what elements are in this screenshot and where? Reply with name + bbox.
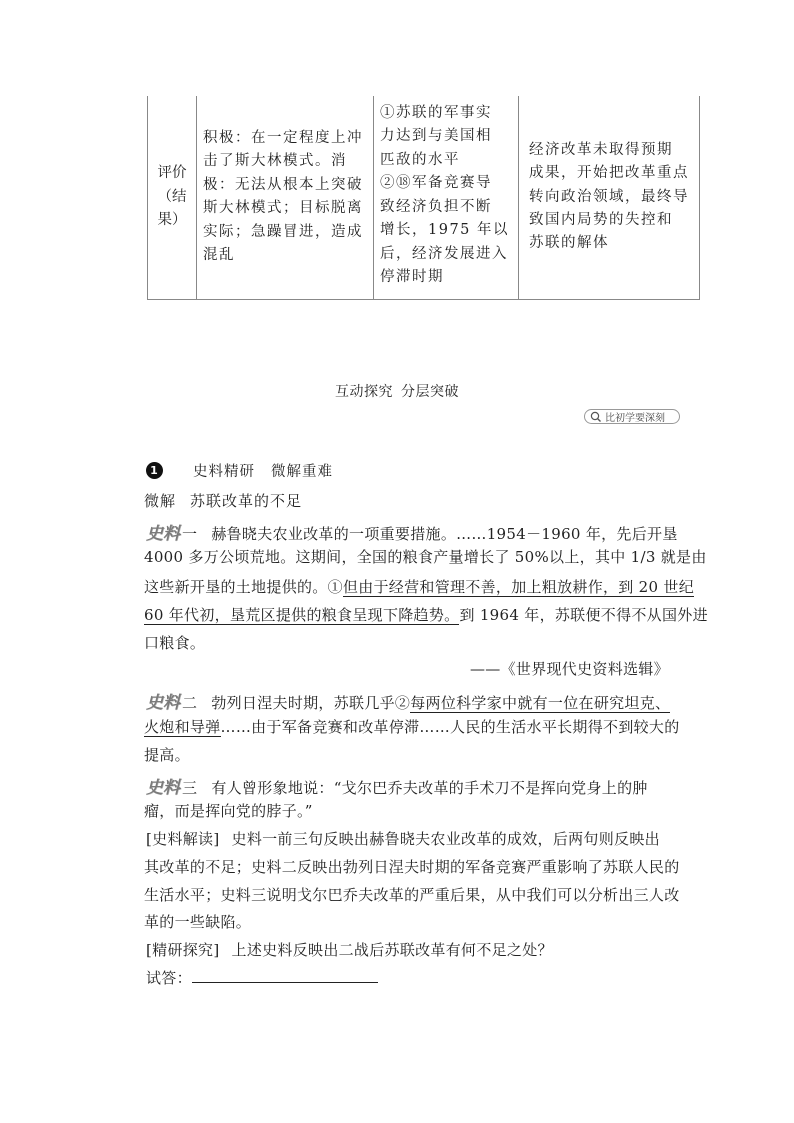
search-text: 比初学要深刻 bbox=[605, 413, 665, 424]
cell-line: ①苏联的军事实 bbox=[380, 105, 492, 121]
source3-index: 三 bbox=[182, 779, 198, 797]
source2-line3: 提高。 bbox=[144, 746, 190, 764]
answer-input[interactable] bbox=[192, 968, 378, 983]
source3-line1 bbox=[146, 773, 648, 798]
section-title-left: 互动探究 bbox=[335, 384, 393, 400]
row-label-line1: 评价 bbox=[157, 165, 187, 182]
subsection-title-b: 微解重难 bbox=[271, 464, 333, 480]
underlined-text: 60 年代初，垦荒区提供的粮食呈现下降趋势。 bbox=[144, 606, 460, 624]
cell-line: 停滞时期 bbox=[380, 269, 444, 286]
source1-line3 bbox=[144, 576, 694, 597]
cell-line: 力达到与美国相 bbox=[380, 128, 492, 145]
subsection-title-a: 史料精研 bbox=[193, 464, 255, 480]
answer-line bbox=[146, 967, 378, 988]
source-label-icon: 史料 bbox=[146, 778, 180, 798]
source1-line5: 口粮食。 bbox=[144, 634, 206, 652]
source-label-icon: 史料 bbox=[146, 524, 180, 544]
text-span: 赫鲁晓夫农业改革的一项重要措施。……1954－1960 年，先后开垦 bbox=[211, 525, 678, 543]
topic-label: 微解 bbox=[144, 492, 177, 510]
text-span: 到 1964 年，苏联便不得不从国外进 bbox=[459, 606, 708, 624]
cell-line: ②⑱军备竞赛导 bbox=[380, 175, 492, 192]
underlined-text: 每两位科学家中就有一位在研究坦克、 bbox=[410, 694, 671, 712]
cell-line: 后，经济发展进入 bbox=[380, 245, 508, 262]
cell-line: 致经济负担不断 bbox=[380, 198, 492, 215]
inquiry-label: [精研探究] bbox=[146, 941, 220, 959]
source1-line2: 4000 多万公顷荒地。这期间，全国的粮食产量增长了 50%以上，其中 1/3 就是由 bbox=[144, 548, 707, 566]
cell-line: 斯大林模式；目标脱离 bbox=[203, 200, 363, 217]
row-label bbox=[148, 96, 197, 299]
inquiry-line bbox=[146, 939, 553, 960]
cell-line: 成果，开始把改革重点 bbox=[529, 165, 689, 182]
text-span: 有人曾形象地说：“戈尔巴乔夫改革的手术刀不是挥向党身上的肿 bbox=[211, 779, 648, 797]
text-span: 上述史料反映出二战后苏联改革有何不足之处？ bbox=[231, 941, 553, 959]
cell-line: 匹敌的水平 bbox=[380, 151, 460, 168]
cell-line: 极：无法从根本上突破 bbox=[203, 176, 363, 193]
reading-line2: 其改革的不足；史料二反映出勃列日涅夫时期的军备竞赛严重影响了苏联人民的 bbox=[144, 858, 680, 876]
number-badge: 1 bbox=[146, 462, 163, 479]
cell-line: 增长，1975 年以 bbox=[380, 222, 510, 239]
underlined-text: 但由于经营和管理不善，加上粗放耕作，到 20 世纪 bbox=[342, 578, 695, 596]
source2-line1 bbox=[146, 688, 670, 713]
cell-line: 苏联的解体 bbox=[529, 235, 609, 252]
gorbachev-evaluation-cell bbox=[519, 96, 700, 299]
cell-line: 混乱 bbox=[203, 247, 235, 264]
evaluation-table bbox=[147, 96, 700, 300]
source1-index: 一 bbox=[182, 525, 198, 543]
reading-line1 bbox=[146, 828, 660, 849]
source1-line4 bbox=[144, 604, 708, 625]
section-title bbox=[0, 381, 794, 401]
section-title-right: 分层突破 bbox=[401, 384, 459, 400]
reading-label: [史料解读] bbox=[146, 830, 220, 848]
row-label-line2: （结果） bbox=[157, 188, 187, 228]
text-span: 史料一前三句反映出赫鲁晓夫农业改革的成效，后两句则反映出 bbox=[231, 830, 660, 848]
cell-line: 实际；急躁冒进，造成 bbox=[203, 223, 363, 240]
cell-line: 致国内局势的失控和 bbox=[529, 211, 673, 228]
search-box[interactable] bbox=[584, 409, 680, 424]
source1-citation: ——《世界现代史资料选辑》 bbox=[470, 660, 669, 678]
cell-line: 击了斯大林模式。消 bbox=[203, 153, 347, 170]
topic-text: 苏联改革的不足 bbox=[190, 492, 303, 510]
text-span: ……由于军备竞赛和改革停滞……人民的生活水平长期得不到较大的 bbox=[220, 718, 680, 736]
text-span: 勃列日涅夫时期，苏联几乎② bbox=[211, 694, 411, 712]
reading-line3: 生活水平；史料三说明戈尔巴乔夫改革的严重后果，从中我们可以分析出三人改 bbox=[144, 886, 680, 904]
source3-line2: 瘤，而是挥向党的脖子。” bbox=[144, 802, 313, 820]
subsection-header bbox=[146, 460, 333, 481]
text-span: 这些新开垦的土地提供的。① bbox=[144, 578, 343, 596]
evaluation-row bbox=[148, 96, 700, 299]
answer-label: 试答： bbox=[146, 969, 192, 987]
brezhnev-evaluation-cell bbox=[374, 96, 519, 299]
search-icon bbox=[589, 410, 603, 424]
khrushchev-evaluation-cell bbox=[197, 96, 374, 299]
topic-line bbox=[144, 490, 302, 511]
source-label-icon: 史料 bbox=[146, 693, 180, 713]
underlined-text: 火炮和导弹 bbox=[144, 718, 221, 736]
source2-line2 bbox=[144, 716, 680, 737]
cell-line: 积极：在一定程度上冲 bbox=[203, 129, 363, 146]
cell-line: 转向政治领域，最终导 bbox=[529, 188, 689, 205]
source1-line1 bbox=[146, 519, 678, 544]
reading-line4: 革的一些缺陷。 bbox=[144, 913, 252, 931]
cell-line: 经济改革未取得预期 bbox=[529, 141, 673, 158]
source2-index: 二 bbox=[182, 694, 198, 712]
